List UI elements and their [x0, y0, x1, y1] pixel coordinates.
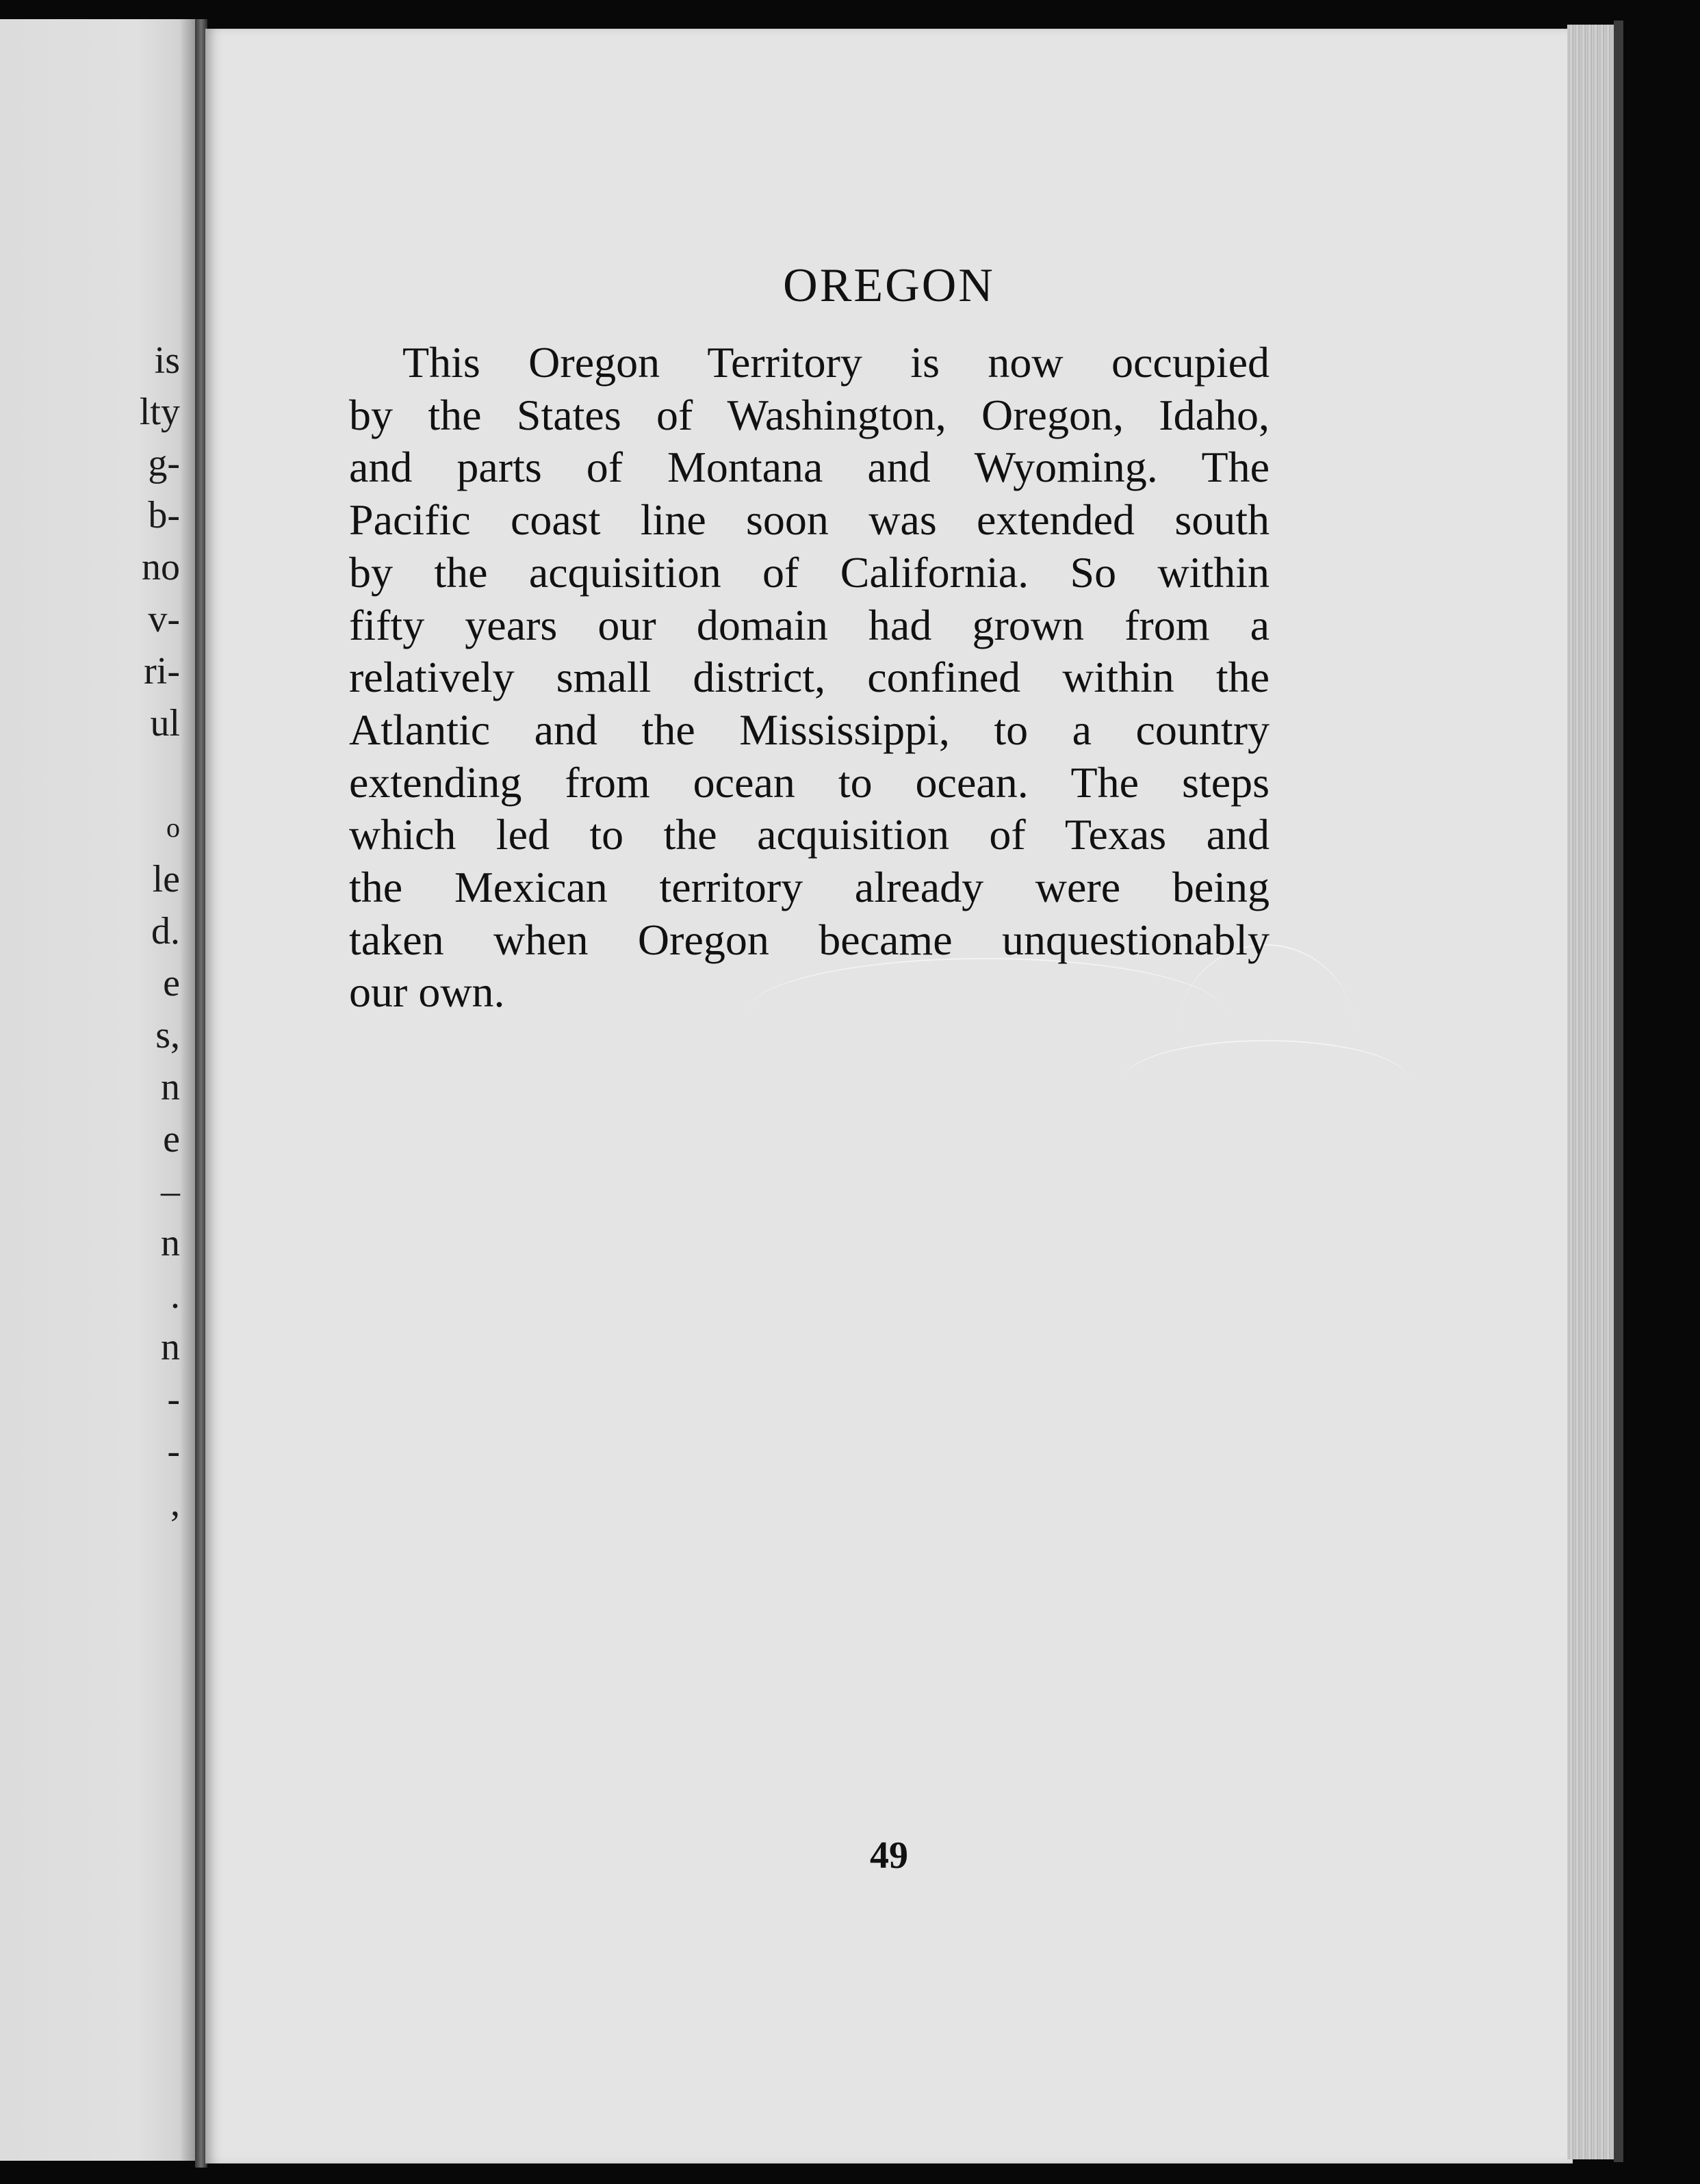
text-line: our own.: [349, 967, 505, 1017]
text-line: taken when Oregon became unquestionably: [349, 915, 1270, 964]
text-line: which led to the acquisition of Texas and: [349, 810, 1270, 859]
left-page: [0, 19, 195, 2161]
text-line: Pacific coast line soon was extended south: [349, 495, 1270, 545]
left-page-fragment: -: [167, 1430, 180, 1472]
book-cover-edge: [1614, 21, 1623, 2162]
page-number: 49: [870, 1834, 908, 1877]
left-page-fragment: e: [163, 962, 180, 1004]
left-page-fragment: no: [142, 546, 180, 588]
left-page-fragment: n: [161, 1066, 180, 1108]
left-page-fragment: ,: [170, 1482, 180, 1524]
left-page-fragment: is: [154, 339, 180, 382]
text-line: extending from ocean to ocean. The steps: [349, 757, 1270, 807]
left-page-fragment: ul: [150, 702, 180, 744]
left-page-fragment: e: [163, 1118, 180, 1160]
text-line: the Mexican territory already were being: [349, 863, 1270, 912]
text-line: Atlantic and the Mississippi, to a country: [349, 705, 1270, 754]
left-page-fragment: le: [152, 858, 180, 900]
left-page-fragment: g-: [148, 442, 180, 484]
left-page-fragment: s,: [155, 1014, 180, 1056]
left-page-fragment: –: [161, 1170, 180, 1212]
left-page-fragment: lty: [139, 391, 180, 433]
text-line: This Oregon Territory is now occupied: [402, 338, 1270, 387]
page-edges: [1567, 25, 1615, 2159]
body-paragraph: [349, 337, 1270, 1019]
text-line: by the acquisition of California. So within: [349, 547, 1270, 597]
left-page-fragment: d.: [151, 910, 180, 952]
left-page-fragment: .: [170, 1274, 180, 1316]
left-page-fragment: o: [166, 812, 180, 843]
text-line: fifty years our domain had grown from a: [349, 600, 1270, 649]
left-page-fragment: ri-: [144, 650, 180, 692]
left-page-fragment: b-: [148, 494, 180, 536]
left-page-fragment: n: [161, 1222, 180, 1264]
left-page-fragment: -: [167, 1378, 180, 1420]
left-page-fragment: v-: [148, 598, 180, 640]
text-line: and parts of Montana and Wyoming. The: [349, 443, 1270, 492]
text-line: relatively small district, confined within the: [349, 653, 1270, 702]
chapter-title: OREGON: [783, 259, 995, 312]
left-page-fragment: n: [161, 1326, 180, 1368]
text-line: by the States of Washington, Oregon, Idaho,: [349, 390, 1270, 439]
